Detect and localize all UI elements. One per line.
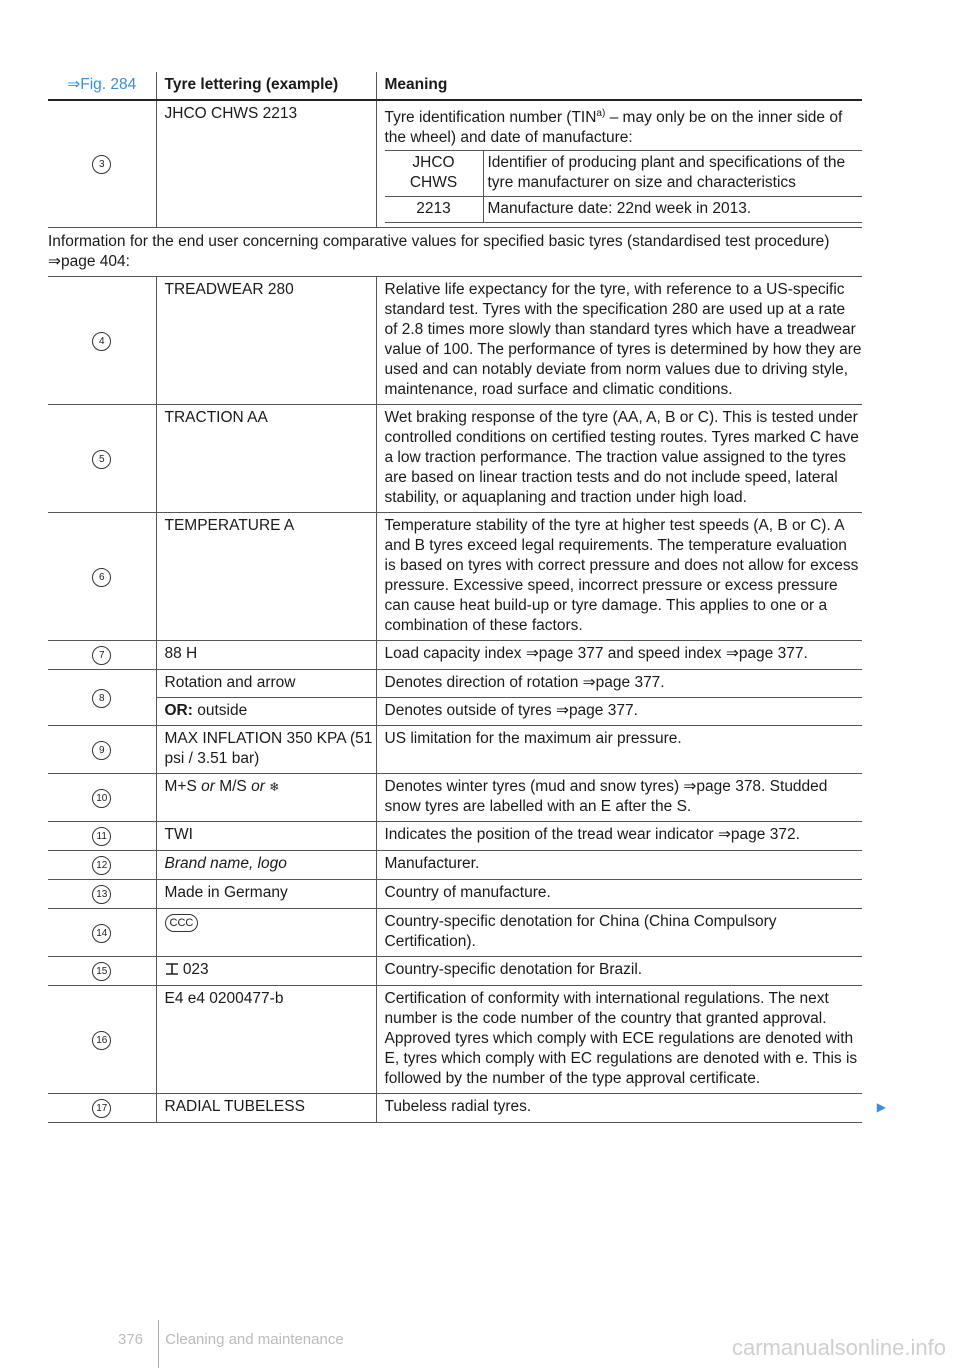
row-number: 10 (48, 774, 156, 822)
row-meaning: Country-specific denotation for China (China Compulsory Certification). (376, 909, 862, 957)
row-example: TWI (156, 822, 376, 851)
row-example: OR: outside (156, 698, 376, 726)
table-row (48, 986, 862, 1094)
page-number: 376 (118, 1331, 144, 1348)
table-row (48, 670, 862, 698)
table-row (48, 405, 862, 513)
table-row (48, 851, 862, 880)
row-example: Brand name, logo (156, 851, 376, 880)
table-header (48, 72, 862, 100)
table-row (48, 957, 862, 986)
row-meaning: Country-specific denotation for Brazil. (376, 957, 862, 986)
row-meaning: Denotes outside of tyres ⇒page 377. (376, 698, 862, 726)
row-meaning: Indicates the position of the tread wear indicator ⇒page 372. (376, 822, 862, 851)
row-meaning: Wet braking response of the tyre (AA, A, B or C). This is tested under controlled conditions on certified testing routes. Tyres marked C have a low traction performance. The traction value assigned to the tyres are based on linear traction tests and do not include speed, lateral stability, or aquaplaning and traction under high load. (376, 405, 862, 513)
row-example: MAX INFLATION 350 KPA (51 psi / 3.51 bar) (156, 726, 376, 774)
row-example: TRACTION AA (156, 405, 376, 513)
row-meaning: Tubeless radial tyres. ▶ (376, 1094, 862, 1123)
header-meaning: Meaning (376, 72, 862, 100)
row-example: JHCO CHWS 2213 (156, 100, 376, 228)
table-row (48, 909, 862, 957)
table-row (48, 100, 862, 228)
snowflake-mountain-icon: ❄ (269, 780, 280, 795)
row-number: 14 (48, 909, 156, 957)
table-row (48, 513, 862, 641)
tyre-lettering-table (48, 72, 886, 1123)
table-row (48, 698, 862, 726)
row-number: 15 (48, 957, 156, 986)
table-row (48, 774, 862, 822)
row-meaning: Load capacity index ⇒page 377 and speed index ⇒page 377. (376, 641, 862, 670)
row-meaning: Country of manufacture. (376, 880, 862, 909)
row-meaning: Relative life expectancy for the tyre, with reference to a US-specific standard test. Tyres with the specification 280 are used up at a rate of 2.8 times more slowly than standard tyres which have a treadwear value of 100. The performance of tyres is determined by how they are used and can notably deviate from norm values due to driving style, maintenance, road surface and climatic conditions. (376, 277, 862, 405)
subtable-row (385, 151, 863, 197)
row-example: RADIAL TUBELESS (156, 1094, 376, 1123)
row-meaning: Certification of conformity with international regulations. The next number is the code number of the country that granted approval. Approved tyres which comply with ECE regulations are denoted with E, tyres which comply with EC regulations are denoted with e. This is followed by the number of the type approval certificate. (376, 986, 862, 1094)
row-number: 8 (48, 670, 156, 726)
info-row (48, 228, 862, 277)
row-number: 17 (48, 1094, 156, 1123)
page-footer (118, 1330, 344, 1350)
inmetro-mark-icon (165, 963, 179, 975)
row-example: TREADWEAR 280 (156, 277, 376, 405)
row-meaning: Temperature stability of the tyre at higher test speeds (A, B or C). A and B tyres exceed legal requirements. The temperature evaluation is based on tyres with correct pressure and does not allow for excess pressure. Excessive speed, incorrect pressure or excess pressure can cause heat build-up or tyre damage. This applies to one or a combination of these factors. (376, 513, 862, 641)
watermark: carmanualsonline.info (731, 1335, 946, 1360)
row-example (156, 909, 376, 957)
row-meaning: US limitation for the maximum air pressure. (376, 726, 862, 774)
sub-key: JHCO CHWS (385, 151, 484, 197)
row-example: M+S or M/S or ❄ (156, 774, 376, 822)
row-number: 11 (48, 822, 156, 851)
sub-value: Identifier of producing plant and specifications of the tyre manufacturer on size and characteristics (483, 151, 862, 197)
row-example: 88 H (156, 641, 376, 670)
row-number: 6 (48, 513, 156, 641)
row-number: 4 (48, 277, 156, 405)
row-number: 13 (48, 880, 156, 909)
table-row (48, 880, 862, 909)
row-example: E4 e4 0200477-b (156, 986, 376, 1094)
row-number: 9 (48, 726, 156, 774)
figure-link[interactable]: ⇒Fig. 284 (48, 72, 156, 100)
tyre-lettering-table-wrapper (48, 72, 886, 1123)
row-number: 16 (48, 986, 156, 1094)
row-number: 5 (48, 405, 156, 513)
row-number: 3 (48, 100, 156, 228)
row-example: TEMPERATURE A (156, 513, 376, 641)
subtable-row (385, 197, 863, 223)
table-row (48, 822, 862, 851)
tin-subtable (385, 150, 863, 223)
row-meaning: Manufacturer. (376, 851, 862, 880)
table-row (48, 726, 862, 774)
row-example: Rotation and arrow (156, 670, 376, 698)
row-example: 023 (156, 957, 376, 986)
row-meaning: Tyre identification number (TIN$^{a)}$ – may only be on the inner side of the wheel) and date of manufacture: JHCO CHWS Identifier of producing plant and specifications of the tyre manufacturer on size and characteristics 2213 Manufacture date: 22nd week in 2013. (376, 100, 862, 228)
row-example: Made in Germany (156, 880, 376, 909)
header-example: Tyre lettering (example) (156, 72, 376, 100)
row-meaning: Denotes direction of rotation ⇒page 377. (376, 670, 862, 698)
table-row (48, 641, 862, 670)
row-meaning: Denotes winter tyres (mud and snow tyres) ⇒page 378. Studded snow tyres are labelled with an E after the S. (376, 774, 862, 822)
row-number: 7 (48, 641, 156, 670)
table-row (48, 277, 862, 405)
table-row (48, 1094, 862, 1123)
sub-key: 2213 (385, 197, 484, 223)
continue-arrow-icon[interactable]: ▶ (876, 1100, 886, 1115)
sub-value: Manufacture date: 22nd week in 2013. (483, 197, 862, 223)
ccc-mark-icon: CCC (165, 914, 199, 932)
info-line: Information for the end user concerning comparative values for specified basic tyres (standardised test procedure) ⇒page 404: (48, 228, 862, 277)
row-number: 12 (48, 851, 156, 880)
section-title: Cleaning and maintenance (165, 1331, 344, 1348)
